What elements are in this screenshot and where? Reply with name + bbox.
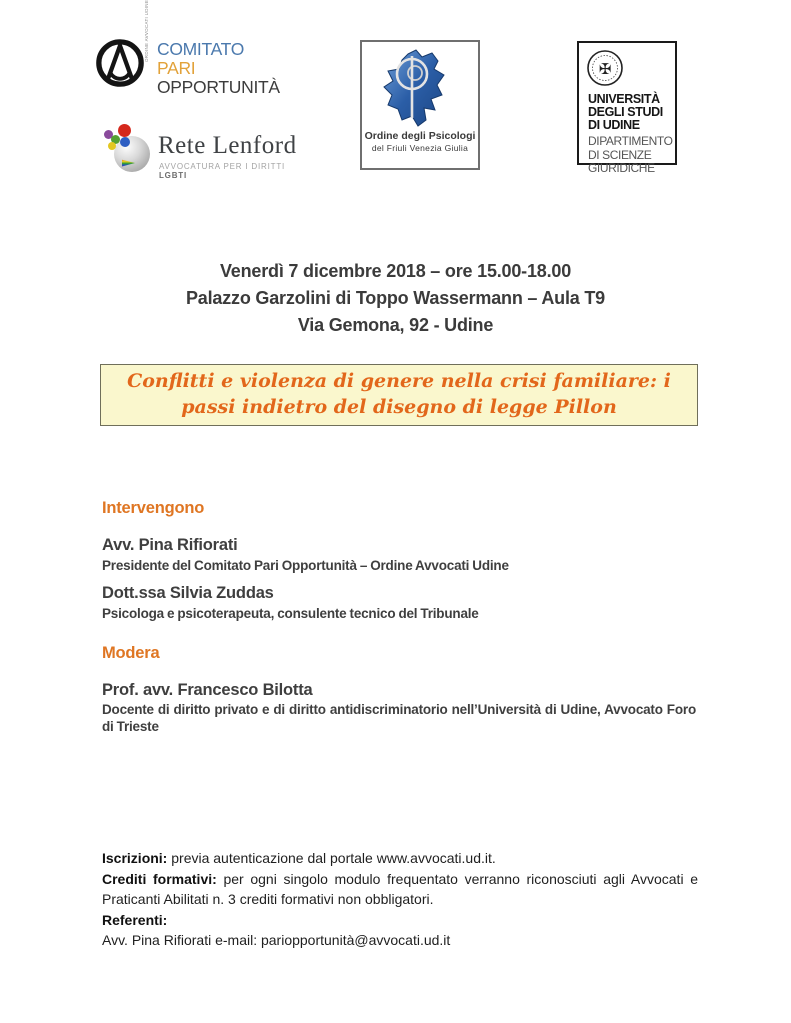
crediti-label: Crediti formativi:: [102, 870, 217, 887]
rete-tagline-lgbti: LGBTI: [159, 171, 187, 180]
moderator-role: Docente di diritto privato e di diritto antidiscriminatorio nell’Università di Udine, Avvocato Foro di Trieste: [102, 702, 696, 734]
blue-dot-icon: [120, 137, 130, 147]
referenti-line: [102, 910, 698, 931]
rete-lenford-tagline: [159, 162, 310, 180]
crediti-line: [102, 869, 698, 910]
psicologi-name: Ordine degli Psicologi: [364, 130, 476, 142]
event-datetime: Venerdì 7 dicembre 2018 – ore 15.00-18.00: [219, 261, 572, 281]
event-title: Conflitti e violenza di genere nella crisi familiare: i passi indietro del disegno di legge Pillon: [127, 370, 671, 418]
speaker-role: Presidente del Comitato Pari Opportunità – Ordine Avvocati Udine: [102, 558, 509, 573]
referenti-label: Referenti:: [102, 911, 168, 928]
university-seal-icon: [586, 49, 624, 92]
speaker-name: Avv. Pina Rifiorati: [102, 536, 238, 554]
event-venue: Palazzo Garzolini di Toppo Wassermann – Aula T9: [185, 288, 605, 308]
moderator-name: Prof. avv. Francesco Bilotta: [102, 681, 313, 699]
psicologi-region: del Friuli Venezia Giulia: [371, 143, 469, 153]
university-name: [588, 93, 663, 132]
moderator-heading: Modera: [102, 644, 160, 662]
iscrizioni-text: previa autenticazione dal portale www.avvocati.ud.it.: [167, 850, 496, 866]
uni-line-5: DI SCIENZE: [588, 147, 652, 162]
cpo-line-comitato: COMITATO: [157, 39, 245, 59]
rete-lenford-wordmark: Rete Lenford: [158, 132, 297, 159]
uni-line-3: DI UDINE: [588, 118, 640, 132]
cpo-line-pari: PARI: [157, 58, 196, 78]
uni-line-1: UNIVERSITÀ: [588, 92, 660, 106]
logo-universita-udine: [577, 41, 677, 175]
yellow-dot-icon: [108, 142, 116, 150]
iscrizioni-line: [102, 848, 698, 869]
uni-line-2: DEGLI STUDI: [588, 105, 663, 119]
red-dot-icon: [118, 124, 131, 137]
avvocati-monogram-icon: [95, 75, 145, 92]
speaker-name: Dott.ssa Silvia Zuddas: [102, 584, 274, 602]
event-title-banner: [100, 364, 698, 426]
crediti-text: per ogni singolo modulo frequentato verranno riconosciuti agli Avvocati e Praticanti Abilitati n. 3 crediti formativi non obbligatori.: [102, 870, 699, 907]
logo-comitato-pari-opportunita: [95, 0, 295, 108]
svg-text:✠: ✠: [598, 60, 612, 78]
event-when-where: [0, 258, 791, 339]
contact-line: Avv. Pina Rifiorati e-mail: pariopportunità@avvocati.ud.it: [102, 932, 451, 948]
logo-ordine-psicologi: [360, 40, 480, 170]
iscrizioni-label: Iscrizioni:: [102, 850, 168, 866]
cpo-vertical-caption: ORDINE AVVOCATI UDINE: [144, 0, 149, 62]
speakers-heading: Intervengono: [102, 499, 205, 517]
footer-info: [102, 848, 698, 951]
speaker-role: Psicologa e psicoterapeuta, consulente tecnico del Tribunale: [102, 606, 479, 621]
cpo-line-opportunita: OPPORTUNITÀ: [157, 77, 280, 97]
department-name: [588, 135, 673, 176]
rete-tagline-text: AVVOCATURA PER I DIRITTI: [159, 162, 286, 171]
cpo-wordmark: [157, 40, 280, 97]
logo-rete-lenford: [100, 124, 310, 190]
event-address: Via Gemona, 92 - Udine: [297, 315, 494, 335]
friuli-map-icon: [374, 48, 466, 135]
uni-line-4: DIPARTIMENTO: [588, 134, 673, 148]
uni-line-6: GIURIDICHE: [588, 161, 655, 175]
